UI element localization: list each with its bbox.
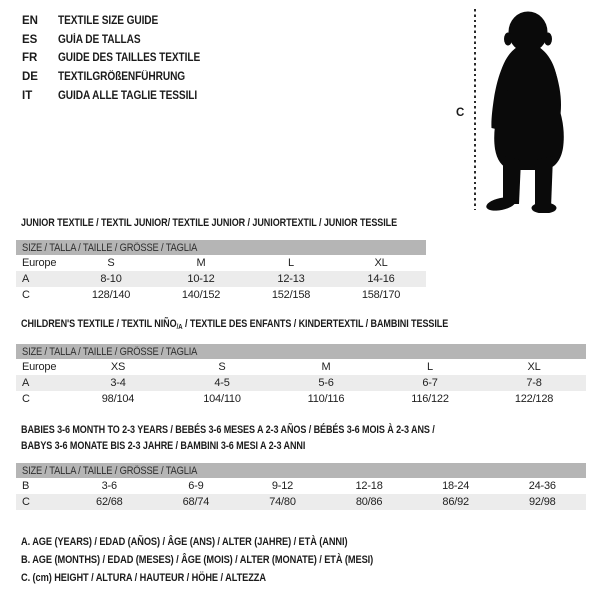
language-row-it (22, 86, 220, 105)
footnote-c: C. (cm) HEIGHT / ALTURA / HAUTEUR / HÖHE / ALTEZZA (21, 572, 266, 584)
table-cell: C (22, 289, 30, 301)
section-title-junior: JUNIOR TEXTILE / TEXTIL JUNIOR/ TEXTILE JUNIOR / JUNIORTEXTIL / JUNIOR TESSILE (21, 217, 398, 229)
table-row (16, 287, 426, 303)
table-cell: B (22, 480, 30, 492)
table-cell: 98/104 (101, 393, 135, 405)
language-code: ES (22, 33, 38, 46)
table-cell: 10-12 (187, 273, 215, 285)
baby-silhouette-icon (483, 8, 575, 213)
table-cell: 158/170 (361, 289, 401, 301)
table-cell: 122/128 (514, 393, 554, 405)
table-row (16, 271, 426, 287)
table-cell: 110/116 (307, 393, 345, 405)
table-cell: 62/68 (96, 496, 123, 508)
table-cell: C (22, 393, 30, 405)
table-cell: XL (374, 257, 388, 269)
table-row (16, 375, 586, 391)
table-cell: 12-13 (277, 273, 305, 285)
footnote-b: B. AGE (MONTHS) / EDAD (MESES) / ÂGE (MOIS) / ALTER (MONATE) / ETÀ (MESI) (21, 554, 374, 566)
language-row-en (22, 12, 220, 31)
table-cell: XL (527, 361, 541, 373)
table-cell: 116/122 (411, 393, 449, 405)
guide-title-it: GUIDA ALLE TAGLIE TESSILI (58, 89, 198, 102)
table-cell: Europe (22, 257, 57, 269)
table-cell: 9-12 (271, 480, 294, 492)
table-cell: L (288, 257, 294, 269)
footnote-a: A. AGE (YEARS) / EDAD (AÑOS) / ÂGE (ANS) / ALTER (JAHRE) / ETÀ (ANNI) (21, 536, 348, 548)
table-cell: M (196, 257, 206, 269)
table-row (16, 494, 586, 510)
table-cell: 14-16 (367, 273, 395, 285)
language-code: IT (22, 89, 33, 102)
table-cell: 8-10 (100, 273, 122, 285)
table-cell: 12-18 (355, 480, 383, 492)
table-cell: 7-8 (526, 377, 542, 389)
nino-a-subscript: /A (176, 322, 183, 331)
table-cell: S (218, 361, 226, 373)
table-cell: M (321, 361, 331, 373)
table-cell: 4-5 (214, 377, 230, 389)
table-cell: 6-9 (188, 480, 204, 492)
table-cell: 74/80 (269, 496, 296, 508)
table-cell: 18-24 (442, 480, 470, 492)
guide-title-en: TEXTILE SIZE GUIDE (58, 15, 159, 28)
table-size-header: SIZE / TALLA / TAILLE / GRÖSSE / TAGLIA (16, 344, 586, 359)
size-table-babies (16, 463, 586, 510)
table-size-header: SIZE / TALLA / TAILLE / GRÖSSE / TAGLIA (16, 463, 586, 478)
table-cell: Europe (22, 361, 57, 373)
table-cell: 5-6 (318, 377, 334, 389)
table-cell: 152/158 (271, 289, 311, 301)
table-cell: 80/86 (355, 496, 383, 508)
table-cell: 68/74 (182, 496, 210, 508)
guide-title-fr: GUIDE DES TAILLES TEXTILE (58, 52, 201, 65)
table-row (16, 359, 586, 375)
table-cell: A (22, 273, 30, 285)
language-header (22, 12, 220, 105)
section-title-children: CHILDREN'S TEXTILE / TEXTIL NIÑO/A / TEXTILE DES ENFANTS / KINDERTEXTIL / BAMBINI TESSILE (21, 318, 449, 331)
language-code: EN (22, 15, 38, 28)
table-size-header: SIZE / TALLA / TAILLE / GRÖSSE / TAGLIA (16, 240, 426, 255)
table-cell: L (427, 361, 433, 373)
table-cell: 3-4 (110, 377, 126, 389)
table-row (16, 478, 586, 494)
table-cell: 140/152 (181, 289, 221, 301)
table-cell: XS (110, 361, 126, 373)
table-cell: 24-36 (528, 480, 556, 492)
table-cell: S (107, 257, 115, 269)
language-row-es (22, 31, 220, 50)
guide-title-de: TEXTILGRÖßENFÜHRUNG (58, 71, 186, 84)
table-cell: 3-6 (101, 480, 117, 492)
table-row (16, 255, 426, 271)
size-table-junior (16, 240, 426, 303)
table-cell: 128/140 (91, 289, 131, 301)
table-cell: 6-7 (422, 377, 438, 389)
guide-title-es: GUÍA DE TALLAS (58, 33, 141, 46)
height-measure-label: C (456, 107, 465, 119)
table-row (16, 391, 586, 407)
language-code: DE (22, 71, 38, 84)
height-measure-dotted-line (474, 9, 476, 210)
table-cell: A (22, 377, 30, 389)
table-cell: 104/110 (203, 393, 241, 405)
table-cell: 86/92 (442, 496, 469, 508)
table-cell: 92/98 (529, 496, 556, 508)
table-cell: C (22, 496, 30, 508)
language-code: FR (22, 52, 38, 65)
language-row-de (22, 68, 220, 87)
footnotes (21, 536, 440, 590)
size-table-children (16, 344, 586, 407)
section-title-babies: BABIES 3-6 MONTH TO 2-3 YEARS / BEBÉS 3-6 MESES A 2-3 AÑOS / BÉBÉS 3-6 MOIS À 2-3 ANS / BABYS 3-6 MONATE BIS 2-3 JAHRE / BAMBINI 3-6 MESI A 2-3 ANNI (21, 424, 435, 452)
language-row-fr (22, 49, 220, 68)
